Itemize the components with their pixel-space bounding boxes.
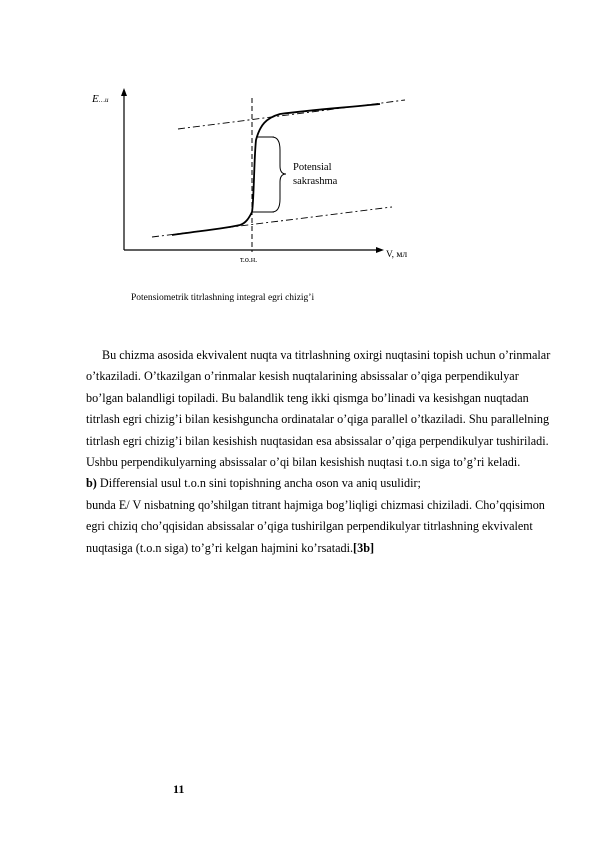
- titration-curve-figure: [80, 80, 420, 280]
- section-b-continuation: [86, 495, 556, 559]
- y-axis-label: E…и: [92, 93, 109, 105]
- section-b-line-2: bunda E/ V nisbatning qo’shilgan titrant hajmiga bog’liqligi chizmasi chiziladi. Cho’qqisimon egri chiziq cho’qqisidan absissalar o’qiga tushirilgan perpendikulyar titrlashning ekvivalent nuqtasiga (t.o.n siga) to’g’ri kelgan hajmini ko’rsatadi.: [86, 497, 545, 555]
- section-b-line-1: Differensial usul t.o.n sini topishning ancha oson va aniq usulidir;: [99, 476, 421, 491]
- paragraph-1: Bu chizma asosida ekvivalent nuqta va titrlashning oxirgi nuqtasini topish uchun o’rinmalar o’tkaziladi. O’tkazilgan o’rinmalar kesish nuqtalarining absissalar o’qiga perpendikulyar bo’lgan balandligi topiladi. Bu balandlik teng ikki qismga bo’linadi va kesishgan nuqtadan titrlash egri chizig’i bilan kesishguncha ordinatalar o’qiga parallel o’tkaziladi. Shu parallelning titrlash egri chizig’i bilan kesishish nuqtasidan esa absissalar o’qiga perpendikulyar tushiriladi. Ushbu perpendikulyarning absissalar o’qi bilan kesishish nuqtasi t.o.n siga to’g’ri keladi.: [86, 348, 551, 470]
- titration-curve-svg: [80, 80, 420, 280]
- body-text: [86, 345, 556, 559]
- page-number: 11: [173, 782, 185, 796]
- y-axis-arrow: [121, 88, 127, 96]
- section-b-marker: b): [86, 476, 97, 491]
- citation: [3b]: [353, 540, 375, 555]
- jump-brace: [272, 137, 286, 212]
- annotation-line-2: sakrashma: [293, 176, 338, 187]
- x-axis-arrow: [376, 247, 384, 253]
- titration-curve: [172, 104, 380, 235]
- section-b: [86, 473, 556, 494]
- annotation-line-1: Potensial: [293, 162, 332, 173]
- figure-caption: Potensiometrik titrlashning integral egri chizig’i: [131, 293, 315, 303]
- equivalence-label: т.о.н.: [240, 255, 258, 264]
- x-axis-label: V, мл: [386, 250, 408, 260]
